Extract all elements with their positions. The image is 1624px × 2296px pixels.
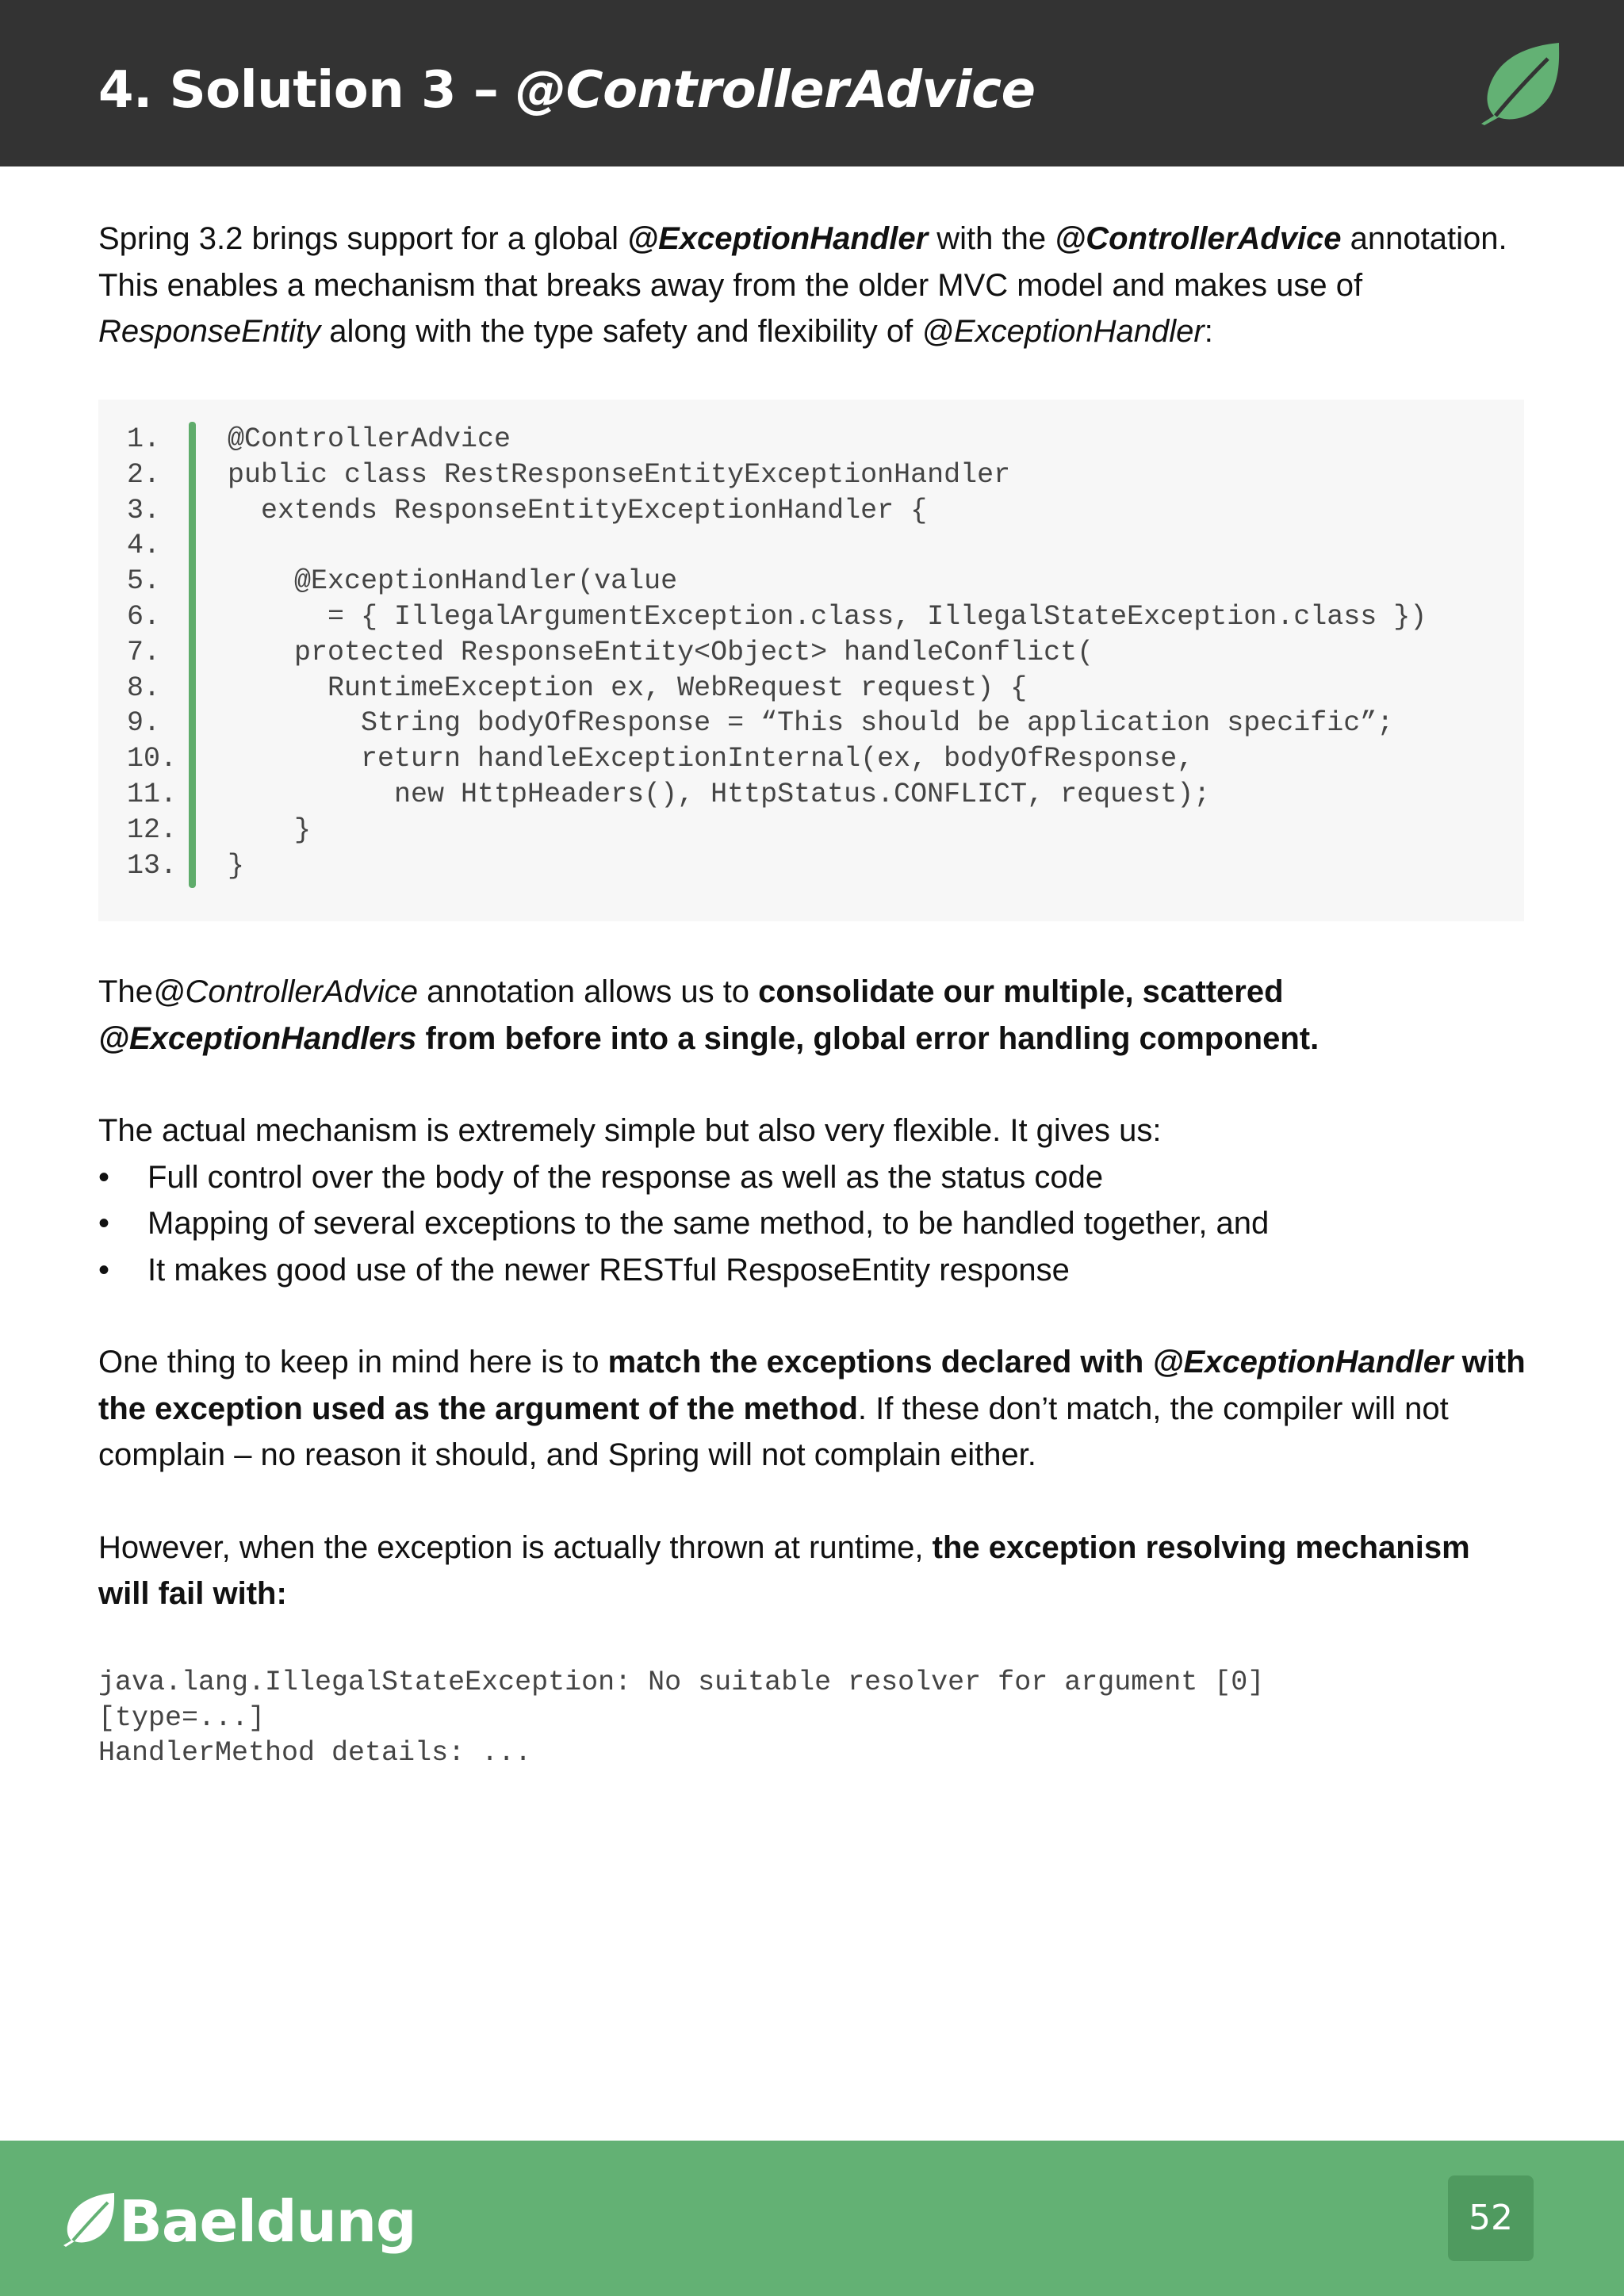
paragraph-gap xyxy=(98,1062,1526,1108)
title-prefix: 4. Solution 3 – xyxy=(98,61,516,120)
code-line-number: 4. xyxy=(127,530,161,562)
code-line-number: 6. xyxy=(127,601,161,633)
bold-italic-span: @ExceptionHandler xyxy=(627,221,929,256)
code-line-number: 10. xyxy=(127,743,178,775)
code-line-number: 12. xyxy=(127,813,178,846)
page-title xyxy=(98,57,1035,124)
bold-italic-span: @ExceptionHandlers xyxy=(98,1020,417,1056)
code-line: return handleExceptionInternal(ex, bodyOfResponse, xyxy=(228,743,1194,775)
bold-span: match the exceptions declared with xyxy=(607,1345,1153,1380)
consolidate-paragraph xyxy=(98,969,1526,1062)
error-line: java.lang.IllegalStateException: No suitable resolver for argument [0] xyxy=(98,1667,1265,1698)
brand-name: Baeldung xyxy=(119,2188,416,2255)
italic-span: @ExceptionHandler xyxy=(921,314,1205,349)
bullet-icon: • xyxy=(98,1206,110,1241)
text-span: . If these don’t match, the compiler will not complain – no reason it should, and Spring will not complain either. xyxy=(98,1391,1449,1472)
text-span: annotation. This enables a mechanism that breaks away from the older MVC model and makes use of xyxy=(98,221,1507,303)
code-line: = { IllegalArgumentException.class, IllegalStateException.class }) xyxy=(228,601,1427,633)
error-output xyxy=(98,1665,1526,1771)
code-line: } xyxy=(228,813,312,846)
list-item-text: It makes good use of the newer RESTful ResposeEntity response xyxy=(147,1252,1070,1288)
text-span: : xyxy=(1204,314,1213,349)
text-span: along with the type safety and flexibility of xyxy=(320,314,922,349)
match-exceptions-paragraph xyxy=(98,1339,1526,1479)
code-line: public class RestResponseEntityExceptionHandler xyxy=(228,458,1011,491)
paragraph-gap xyxy=(98,1479,1526,1525)
code-line: protected ResponseEntity<Object> handleConflict( xyxy=(228,636,1094,668)
bold-italic-span: @ExceptionHandler xyxy=(1152,1345,1454,1380)
intro-paragraph xyxy=(98,216,1526,355)
code-line-number: 7. xyxy=(127,636,161,668)
code-line: @ControllerAdvice xyxy=(228,423,511,455)
page-footer xyxy=(0,2141,1624,2296)
list-item xyxy=(98,1247,1526,1294)
code-line: new HttpHeaders(), HttpStatus.CONFLICT, request); xyxy=(228,779,1211,810)
text-span: The xyxy=(98,974,153,1009)
bold-span: the exception resolving mechanism will fail with: xyxy=(98,1529,1470,1611)
text-span: with the xyxy=(928,221,1055,256)
bold-span: consolidate our multiple, scattered xyxy=(758,974,1284,1009)
code-line-number: 8. xyxy=(127,672,161,704)
text-span: Spring 3.2 brings support for a global xyxy=(98,221,628,256)
code-block xyxy=(98,400,1524,921)
code-line: @ExceptionHandler(value xyxy=(228,565,678,598)
code-line-number: 5. xyxy=(127,565,161,598)
code-line-number: 11. xyxy=(127,779,178,810)
error-line: HandlerMethod details: ... xyxy=(98,1737,532,1770)
list-item xyxy=(98,1200,1526,1247)
code-line-number: 9. xyxy=(127,707,161,740)
text-span: However, when the exception is actually thrown at runtime, xyxy=(98,1529,933,1565)
explanation-content xyxy=(98,969,1526,1617)
code-line-number: 1. xyxy=(127,423,161,455)
leaf-icon xyxy=(1477,41,1564,125)
italic-span: @ControllerAdvice xyxy=(152,974,418,1009)
bold-italic-span: @ControllerAdvice xyxy=(1055,221,1342,256)
code-line: RuntimeException ex, WebRequest request) { xyxy=(228,672,1028,704)
text-span: One thing to keep in mind here is to xyxy=(98,1345,608,1380)
code-line: } xyxy=(228,849,245,882)
bold-span: from before into a single, global error handling component. xyxy=(416,1020,1320,1056)
leaf-icon xyxy=(60,2191,117,2247)
list-item xyxy=(98,1154,1526,1201)
code-line-number: 13. xyxy=(127,849,178,882)
feature-list xyxy=(98,1154,1526,1294)
page-header xyxy=(0,0,1624,166)
main-content xyxy=(98,216,1526,355)
bullet-icon: • xyxy=(98,1159,110,1195)
page-number-badge: 52 xyxy=(1448,2175,1534,2261)
bullet-icon: • xyxy=(98,1252,110,1288)
runtime-paragraph xyxy=(98,1525,1526,1617)
italic-span: ResponseEntity xyxy=(98,314,321,349)
error-line: [type=...] xyxy=(98,1701,266,1734)
code-line-number: 2. xyxy=(127,458,161,491)
list-item-text: Mapping of several exceptions to the same method, to be handled together, and xyxy=(147,1206,1270,1241)
code-line-number: 3. xyxy=(127,494,161,526)
title-emphasis: @ControllerAdvice xyxy=(515,61,1036,120)
code-line: String bodyOfResponse = “This should be application specific”; xyxy=(228,707,1394,740)
mechanism-intro: The actual mechanism is extremely simple but also very flexible. It gives us: xyxy=(98,1113,1162,1148)
paragraph-gap xyxy=(98,1293,1526,1339)
bold-span: with the exception used as the argument of the method xyxy=(98,1345,1526,1426)
code-line: extends ResponseEntityExceptionHandler { xyxy=(228,494,928,526)
text-span: annotation allows us to xyxy=(418,974,759,1009)
list-item-text: Full control over the body of the response as well as the status code xyxy=(147,1159,1104,1195)
